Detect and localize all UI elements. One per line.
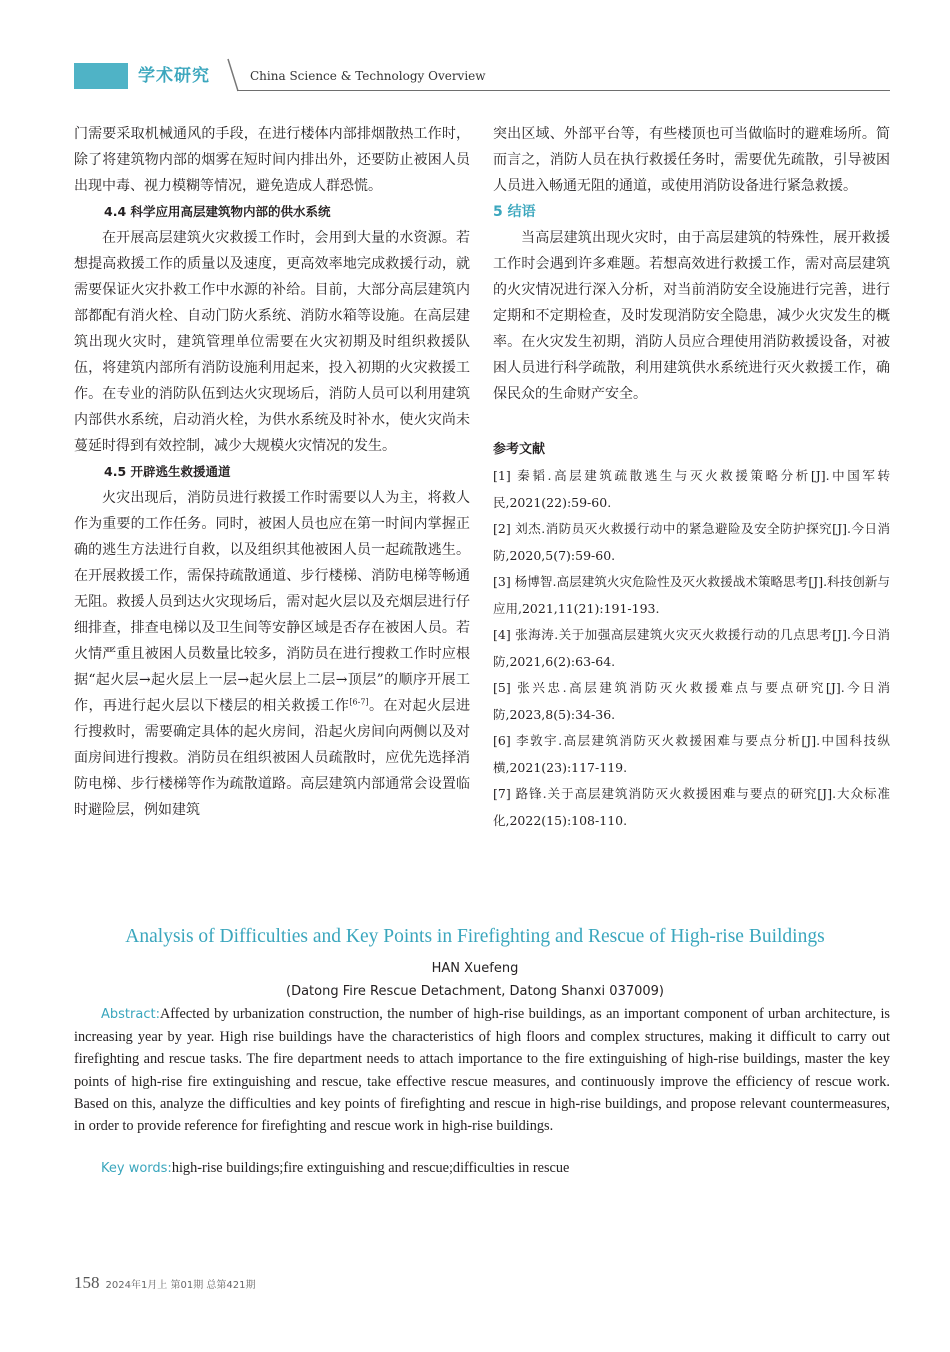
header-rule bbox=[237, 90, 890, 91]
reference-item: [3] 杨博智.高层建筑火灾危险性及灭火救援战术策略思考[J].科技创新与应用,2021,11(21):191-193. bbox=[493, 574, 890, 616]
citation: [6-7] bbox=[349, 697, 369, 707]
left-column bbox=[74, 121, 470, 823]
paragraph: 门需要采取机械通风的手段，在进行楼体内部排烟散热工作时，除了将建筑物内部的烟雾在短时间内排出外，还要防止被困人员出现中毒、视力模糊等情况，避免造成人群恐慌。 bbox=[74, 126, 470, 194]
paragraph: 突出区域、外部平台等，有些楼顶也可当做临时的避难场所。简而言之，消防人员在执行救援任务时，需要优先疏散，引导被困人员进入畅通无阻的通道，或使用消防设备进行紧急救援。 bbox=[493, 126, 890, 194]
header-color-block bbox=[74, 63, 128, 89]
page-footer bbox=[74, 1272, 255, 1297]
english-title: Analysis of Difficulties and Key Points in Firefighting and Rescue of High-rise Buildings bbox=[125, 926, 825, 947]
reference-item: [5] 张兴忠.高层建筑消防灭火救援难点与要点研究[J].今日消防,2023,8(5):34-36. bbox=[493, 680, 890, 722]
journal-name: China Science & Technology Overview bbox=[250, 69, 486, 83]
paragraph bbox=[74, 485, 470, 823]
reference-item: [4] 张海涛.关于加强高层建筑火灾灭火救援行动的几点思考[J].今日消防,2021,6(2):63-64. bbox=[493, 627, 890, 669]
abstract-text: Affected by urbanization construction, the number of high-rise buildings, as an important component of urban architecture, is increasing year by year. High rise buildings have the characteristics of high floors and complex structures, making it difficult to carry out firefighting and rescue tasks. The fire department needs to attach importance to the fire extinguishing of high-rise buildings, master the key points of high-rise fire extinguishing and rescue, take effective rescue measures, and continuously improve the efficiency of rescue work. Based on this, analyze the difficulties and key points of firefighting and rescue in high-rise buildings, and propose relevant countermeasures, in order to provide reference for firefighting and rescue work in high-rise buildings. bbox=[74, 1006, 890, 1135]
paragraph: 当高层建筑出现火灾时，由于高层建筑的特殊性，展开救援工作时会遇到许多难题。若想高效进行救援工作，需对高层建筑的火灾情况进行深入分析，对当前消防安全设施进行完善，进行定期和不定期检查，及时发现消防安全隐患，减少火灾发生的概率。在火灾发生初期，消防人员应合理使用消防救援设备，对被困人员进行科学疏散，利用建筑供水系统进行灭火救援工作，确保民众的生命财产安全。 bbox=[493, 230, 890, 402]
abstract-label: Abstract: bbox=[101, 1007, 160, 1022]
keywords-label: Key words: bbox=[101, 1161, 172, 1176]
paragraph-text: 。在对起火层进行搜救时，需要确定具体的起火房间，沿起火房间向两侧以及对面房间进行搜救。消防员在组织被困人员疏散时，应优先选择消防电梯、步行楼梯等作为疏散道路。高层建筑内部通常会设置临时避险层，例如建筑 bbox=[74, 698, 471, 818]
paragraph-text: 火灾出现后，消防员进行救援工作时需要以人为主，将救人作为重要的工作任务。同时，被困人员也应在第一时间内掌握正确的逃生方法进行自救，以及组织其他被困人员一起疏散逃生。在开展救援工作，需保持疏散通道、步行楼梯、消防电梯等畅通无阻。救援人员到达火灾现场后，需对起火层以及充烟层进行仔细排查，排查电梯以及卫生间等安静区域是否存在被困人员。若火情严重且被困人员数量比较多，消防员在进行搜救工作时应根据“起火层→起火层上一层→起火层上二层→顶层”的顺序开展工作，再进行起火层以下楼层的相关救援工作 bbox=[74, 490, 470, 714]
references-heading: 参考文献 bbox=[493, 442, 546, 457]
reference-item: [1] 秦韬.高层建筑疏散逃生与灭火救援策略分析[J].中国军转民,2021(22):59-60. bbox=[493, 468, 890, 510]
section-title: 学术研究 bbox=[138, 66, 210, 86]
section-heading-4-4: 4.4 科学应用高层建筑物内部的供水系统 bbox=[104, 204, 331, 219]
reference-item: [2] 刘杰.消防员灭火救援行动中的紧急避险及安全防护探究[J].今日消防,2020,5(7):59-60. bbox=[493, 521, 890, 563]
english-abstract bbox=[74, 1003, 890, 1137]
paragraph: 在开展高层建筑火灾救援工作时，会用到大量的水资源。若想提高救援工作的质量以及速度，更高效率地完成救援行动，就需要保证火灾扑救工作中水源的补给。目前，大部分高层建筑内部都配有消火栓、自动门防火系统、消防水箱等设施。在高层建筑出现火灾时，建筑管理单位需要在火灾初期及时组织救援队伍，将建筑内部所有消防设施利用起来，投入初期的火灾救援工作。在专业的消防队伍到达火灾现场后，消防人员可以利用建筑内部供水系统，启动消火栓，为供水系统及时补水，使火灾尚未蔓延时得到有效控制，减少大规模火灾情况的发生。 bbox=[74, 230, 470, 454]
english-keywords bbox=[74, 1157, 890, 1180]
right-column bbox=[493, 121, 890, 834]
reference-item: [7] 路锋.关于高层建筑消防灭火救援困难与要点的研究[J].大众标准化,2022(15):108-110. bbox=[493, 786, 890, 828]
keywords-text: high-rise buildings;fire extinguishing and rescue;difficulties in rescue bbox=[171, 1160, 570, 1176]
section-heading-4-5: 4.5 开辟逃生救援通道 bbox=[104, 464, 231, 479]
author-name: HAN Xuefeng bbox=[431, 961, 519, 976]
reference-item: [6] 李敦宇.高层建筑消防灭火救援困难与要点分析[J].中国科技纵横,2021(23):117-119. bbox=[493, 733, 890, 775]
page-number: 158 bbox=[74, 1273, 100, 1292]
header-divider-slash bbox=[226, 58, 240, 92]
section-heading-conclusion: 5 结语 bbox=[493, 204, 536, 220]
author-affiliation: (Datong Fire Rescue Detachment, Datong Shanxi 037009) bbox=[286, 984, 664, 999]
issue-info: 2024年1月上 第01期 总第421期 bbox=[105, 1280, 256, 1291]
